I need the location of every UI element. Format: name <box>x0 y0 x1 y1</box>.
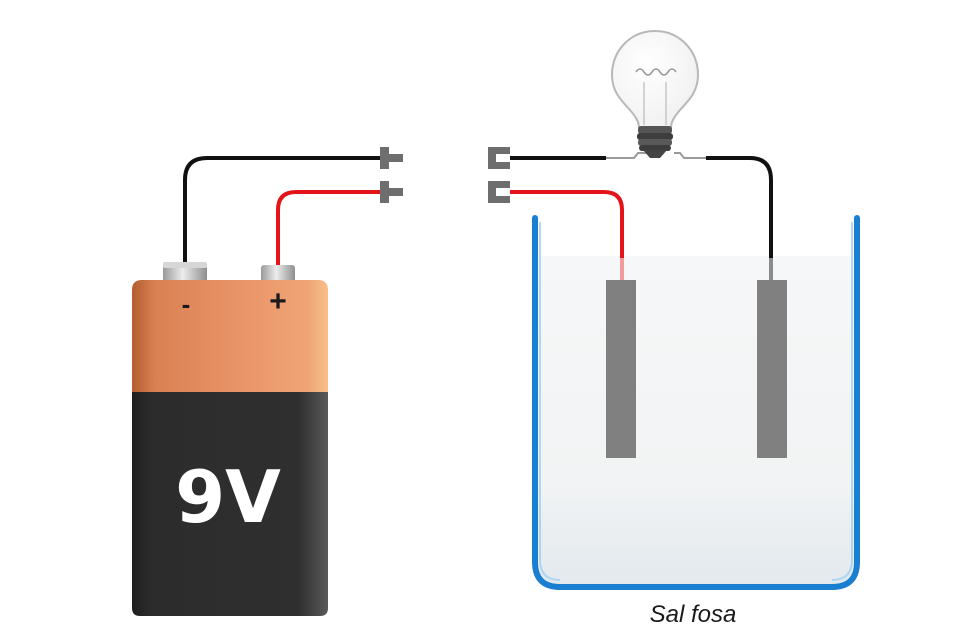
connector-plug-positive <box>380 181 403 203</box>
battery-positive-label: + <box>269 285 287 318</box>
battery <box>132 262 328 616</box>
beaker-positive-wire <box>510 192 622 260</box>
beaker <box>535 218 857 587</box>
light-bulb-icon <box>606 31 706 158</box>
connector-socket-negative <box>488 147 510 169</box>
electrode-negative <box>757 280 787 458</box>
connector-plug-negative <box>380 147 403 169</box>
connector-socket-positive <box>488 181 510 203</box>
battery-top <box>132 280 328 392</box>
battery-positive-wire <box>278 192 383 265</box>
salt-water <box>537 256 855 585</box>
battery-voltage-label: 9V <box>175 455 281 539</box>
battery-negative-wire <box>185 158 383 262</box>
battery-negative-label: - <box>181 289 191 319</box>
electrode-positive <box>606 280 636 458</box>
beaker-negative-wire-right <box>706 158 771 260</box>
beaker-caption: Sal fosa <box>649 601 737 628</box>
